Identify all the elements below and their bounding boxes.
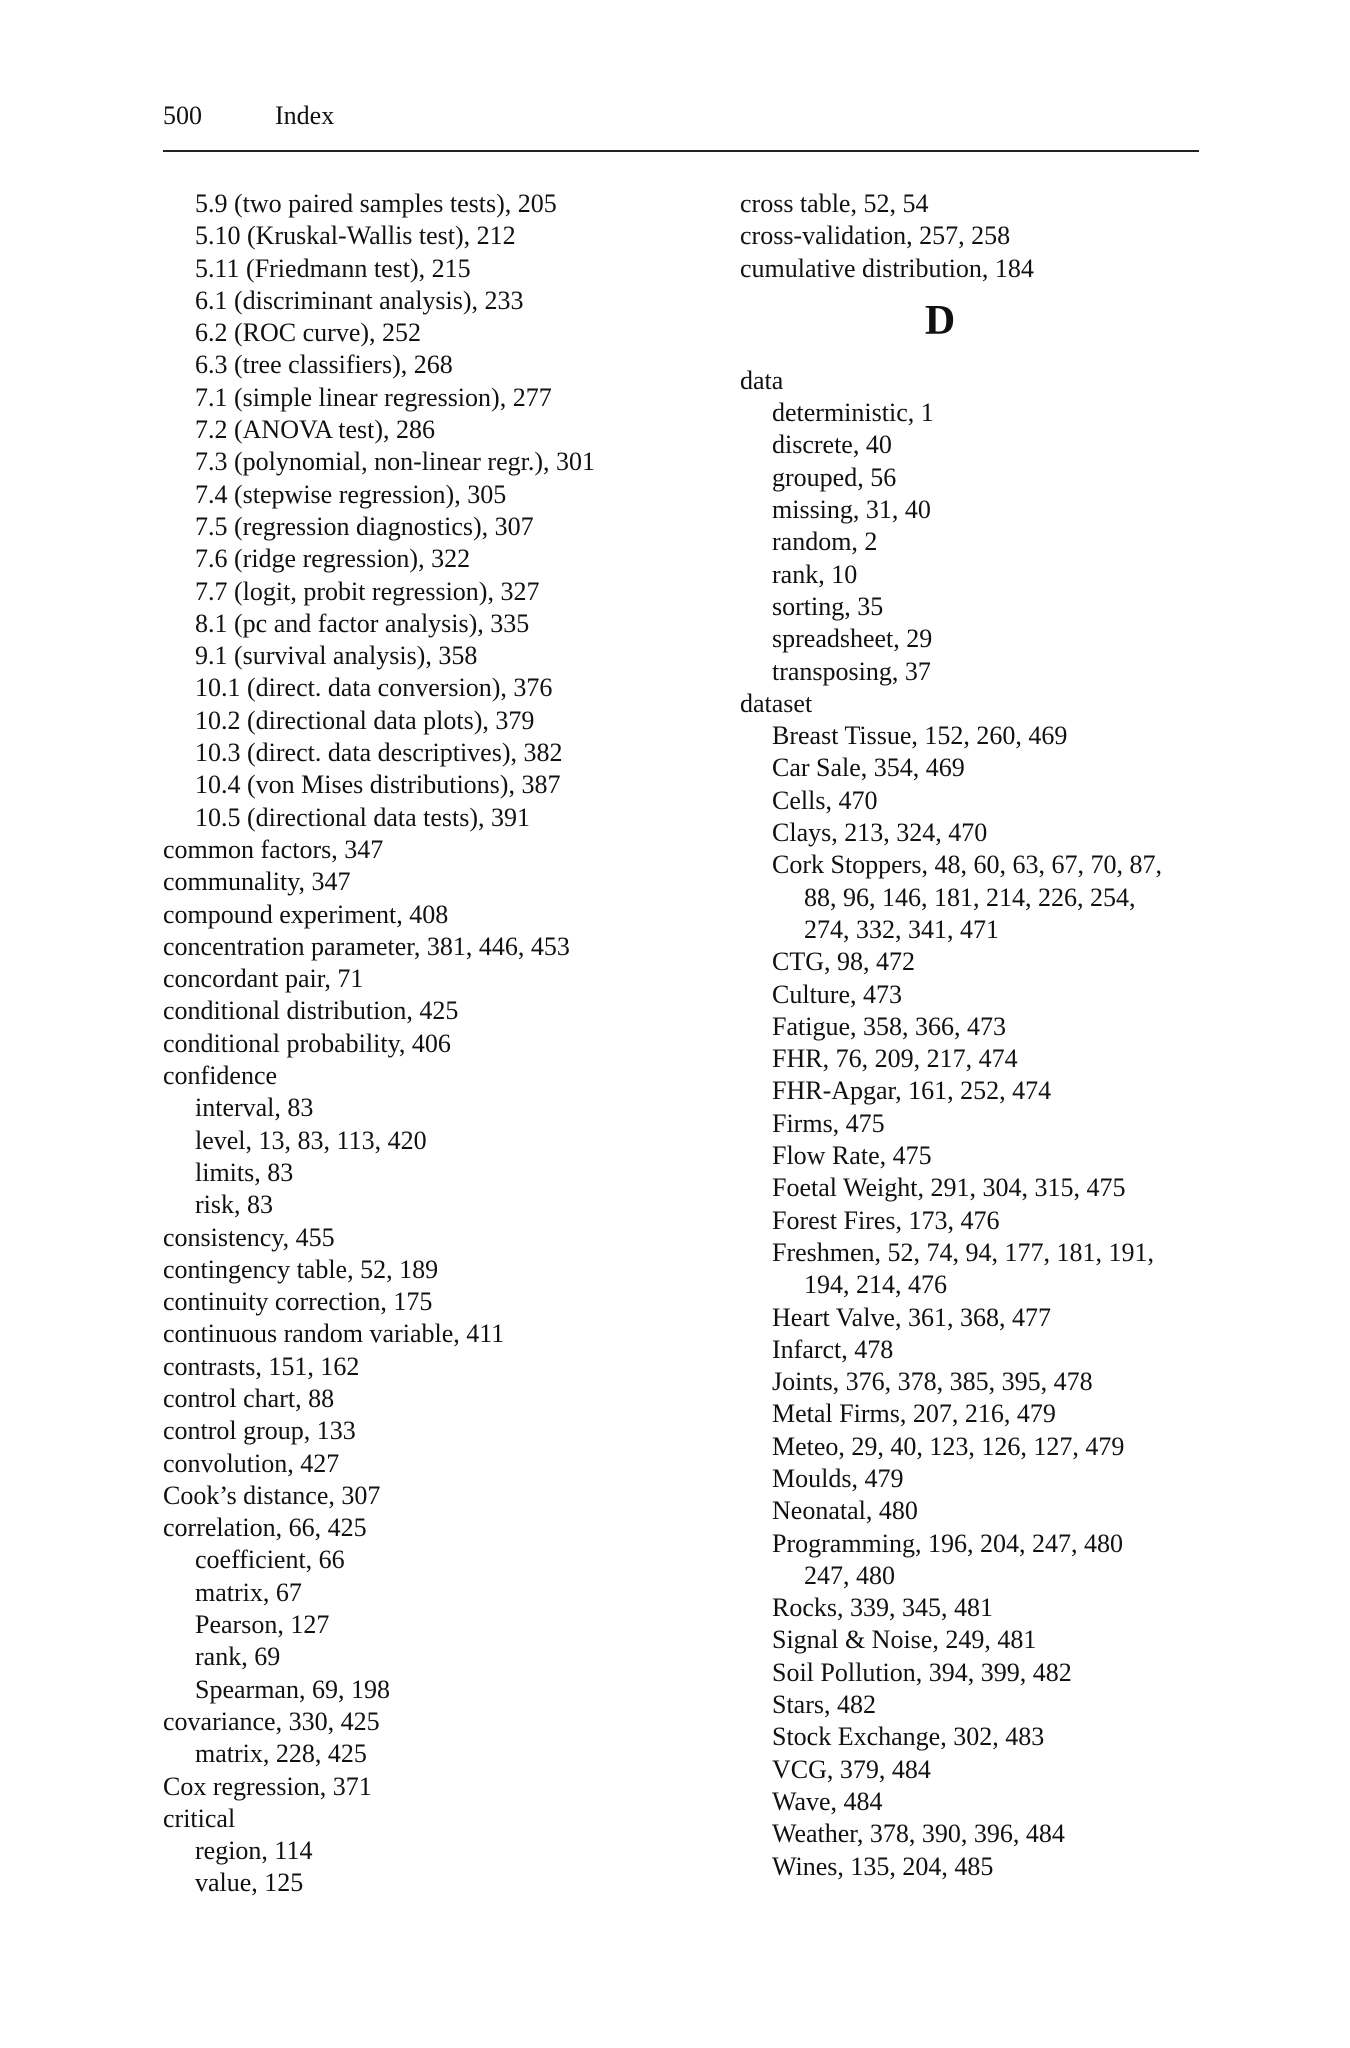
right-column-top-entries bbox=[740, 188, 1210, 285]
index-subentry: deterministic, 1 bbox=[772, 398, 934, 428]
letter-heading: D bbox=[924, 297, 956, 344]
index-entry: cross table, 52, 54 bbox=[740, 189, 929, 218]
index-subentry: random, 2 bbox=[772, 527, 878, 557]
index-subentry: 6.1 (discriminant analysis), 233 bbox=[195, 285, 524, 315]
index-subentry: 10.2 (directional data plots), 379 bbox=[195, 705, 535, 735]
index-subentry: 9.1 (survival analysis), 358 bbox=[195, 641, 478, 671]
index-subentry: discrete, 40 bbox=[772, 430, 892, 460]
index-subentry: 5.10 (Kruskal-Wallis test), 212 bbox=[195, 221, 516, 251]
index-subentry: matrix, 228, 425 bbox=[195, 1739, 367, 1769]
index-subentry: Clays, 213, 324, 470 bbox=[772, 818, 988, 848]
index-subentry: level, 13, 83, 113, 420 bbox=[195, 1125, 427, 1155]
index-entry: cumulative distribution, 184 bbox=[740, 253, 1034, 283]
section-title: Index bbox=[275, 101, 335, 130]
index-entry: data bbox=[740, 365, 784, 395]
index-subentry: 10.5 (directional data tests), 391 bbox=[195, 802, 531, 832]
index-subentry: Moulds, 479 bbox=[772, 1463, 904, 1493]
index-subentry: Forest Fires, 173, 476 bbox=[772, 1205, 1000, 1235]
index-subentry: 10.3 (direct. data descriptives), 382 bbox=[195, 738, 563, 768]
index-subentry: Cork Stoppers, 48, 60, 63, 67, 70, 87, bbox=[772, 850, 1162, 880]
page-number: 500 bbox=[163, 101, 202, 130]
right-column bbox=[740, 188, 1210, 1883]
index-entry: control group, 133 bbox=[163, 1416, 356, 1446]
index-subentry: Weather, 378, 390, 396, 484 bbox=[772, 1819, 1065, 1849]
index-continuation: 194, 214, 476 bbox=[804, 1270, 947, 1300]
index-subentry: missing, 31, 40 bbox=[772, 495, 931, 525]
index-entry: cross-validation, 257, 258 bbox=[740, 221, 1011, 251]
index-subentry: 10.1 (direct. data conversion), 376 bbox=[195, 673, 553, 703]
index-subentry: Signal & Noise, 249, 481 bbox=[772, 1625, 1037, 1655]
index-continuation: 247, 480 bbox=[804, 1560, 895, 1590]
index-subentry: matrix, 67 bbox=[195, 1577, 302, 1607]
index-subentry: transposing, 37 bbox=[772, 656, 931, 686]
index-subentry: Foetal Weight, 291, 304, 315, 475 bbox=[772, 1173, 1126, 1203]
index-subentry: Cells, 470 bbox=[772, 785, 878, 815]
index-subentry: Flow Rate, 475 bbox=[772, 1141, 932, 1171]
index-entry: dataset bbox=[740, 688, 813, 718]
index-subentry: Freshmen, 52, 74, 94, 177, 181, 191, bbox=[772, 1237, 1155, 1267]
index-subentry: 5.11 (Friedmann test), 215 bbox=[195, 253, 471, 283]
index-entry: contrasts, 151, 162 bbox=[163, 1351, 360, 1381]
index-subentry: limits, 83 bbox=[195, 1157, 294, 1187]
index-subentry: Stock Exchange, 302, 483 bbox=[772, 1722, 1045, 1752]
index-entry: convolution, 427 bbox=[163, 1448, 340, 1478]
index-subentry: Car Sale, 354, 469 bbox=[772, 753, 965, 783]
index-entry: consistency, 455 bbox=[163, 1222, 335, 1252]
index-subentry: grouped, 56 bbox=[772, 462, 897, 492]
index-entry: Cook’s distance, 307 bbox=[163, 1480, 381, 1510]
index-subentry: Fatigue, 358, 366, 473 bbox=[772, 1011, 1006, 1041]
index-entry: Cox regression, 371 bbox=[163, 1771, 372, 1801]
index-entry: contingency table, 52, 189 bbox=[163, 1254, 439, 1284]
index-subentry: Culture, 473 bbox=[772, 979, 902, 1009]
index-subentry: FHR, 76, 209, 217, 474 bbox=[772, 1044, 1018, 1074]
index-entry: concentration parameter, 381, 446, 453 bbox=[163, 931, 570, 961]
index-entry: conditional probability, 406 bbox=[163, 1028, 451, 1058]
index-entry: continuous random variable, 411 bbox=[163, 1319, 505, 1349]
index-entry: control chart, 88 bbox=[163, 1383, 335, 1413]
index-subentry: risk, 83 bbox=[195, 1190, 273, 1220]
index-subentry: Infarct, 478 bbox=[772, 1334, 894, 1364]
header-rule bbox=[163, 150, 1199, 152]
index-entry: covariance, 330, 425 bbox=[163, 1706, 380, 1736]
index-subentry: 5.9 (two paired samples tests), 205 bbox=[195, 189, 557, 218]
index-subentry: Wines, 135, 204, 485 bbox=[772, 1851, 994, 1881]
index-subentry: Firms, 475 bbox=[772, 1108, 885, 1138]
index-subentry: Programming, 196, 204, 247, 480 bbox=[772, 1528, 1123, 1558]
index-entry: common factors, 347 bbox=[163, 834, 384, 864]
index-entry: communality, 347 bbox=[163, 867, 351, 897]
index-subentry: Spearman, 69, 198 bbox=[195, 1674, 390, 1704]
index-subentry: region, 114 bbox=[195, 1836, 313, 1866]
index-subentry: 7.3 (polynomial, non-linear regr.), 301 bbox=[195, 447, 596, 477]
index-subentry: 7.2 (ANOVA test), 286 bbox=[195, 415, 436, 445]
index-continuation: 274, 332, 341, 471 bbox=[804, 914, 999, 944]
index-entry: conditional distribution, 425 bbox=[163, 996, 459, 1026]
index-subentry: 7.1 (simple linear regression), 277 bbox=[195, 382, 552, 412]
index-subentry: Heart Valve, 361, 368, 477 bbox=[772, 1302, 1051, 1332]
index-entry: concordant pair, 71 bbox=[163, 964, 364, 994]
right-column-bottom-entries bbox=[740, 365, 1210, 1883]
index-entry: critical bbox=[163, 1803, 236, 1833]
index-subentry: 7.6 (ridge regression), 322 bbox=[195, 544, 471, 574]
index-subentry: 6.2 (ROC curve), 252 bbox=[195, 318, 422, 348]
index-subentry: Breast Tissue, 152, 260, 469 bbox=[772, 721, 1068, 751]
index-subentry: Stars, 482 bbox=[772, 1690, 876, 1720]
index-continuation: 88, 96, 146, 181, 214, 226, 254, bbox=[804, 882, 1136, 912]
index-subentry: 6.3 (tree classifiers), 268 bbox=[195, 350, 453, 380]
index-subentry: 7.7 (logit, probit regression), 327 bbox=[195, 576, 540, 606]
index-subentry: 8.1 (pc and factor analysis), 335 bbox=[195, 608, 530, 638]
index-subentry: VCG, 379, 484 bbox=[772, 1754, 931, 1784]
index-subentry: Metal Firms, 207, 216, 479 bbox=[772, 1399, 1056, 1429]
index-entry: correlation, 66, 425 bbox=[163, 1513, 367, 1543]
index-subentry: spreadsheet, 29 bbox=[772, 624, 933, 654]
index-entry: compound experiment, 408 bbox=[163, 899, 449, 929]
index-entry: continuity correction, 175 bbox=[163, 1287, 433, 1317]
index-subentry: CTG, 98, 472 bbox=[772, 947, 915, 977]
left-column bbox=[163, 188, 683, 1900]
index-subentry: 7.5 (regression diagnostics), 307 bbox=[195, 511, 534, 541]
index-subentry: rank, 10 bbox=[772, 559, 858, 589]
index-subentry: FHR-Apgar, 161, 252, 474 bbox=[772, 1076, 1052, 1106]
index-subentry: coefficient, 66 bbox=[195, 1545, 345, 1575]
index-subentry: interval, 83 bbox=[195, 1093, 314, 1123]
index-subentry: Wave, 484 bbox=[772, 1786, 883, 1816]
index-subentry: 7.4 (stepwise regression), 305 bbox=[195, 479, 507, 509]
index-subentry: Pearson, 127 bbox=[195, 1610, 330, 1640]
index-subentry: 10.4 (von Mises distributions), 387 bbox=[195, 770, 561, 800]
index-entry: confidence bbox=[163, 1061, 278, 1091]
running-header bbox=[163, 98, 334, 134]
index-subentry: Meteo, 29, 40, 123, 126, 127, 479 bbox=[772, 1431, 1125, 1461]
index-subentry: Soil Pollution, 394, 399, 482 bbox=[772, 1657, 1072, 1687]
index-subentry: Joints, 376, 378, 385, 395, 478 bbox=[772, 1367, 1093, 1397]
index-subentry: Neonatal, 480 bbox=[772, 1496, 918, 1526]
index-subentry: sorting, 35 bbox=[772, 591, 884, 621]
index-subentry: Rocks, 339, 345, 481 bbox=[772, 1593, 993, 1623]
index-subentry: rank, 69 bbox=[195, 1642, 281, 1672]
index-subentry: value, 125 bbox=[195, 1868, 304, 1898]
